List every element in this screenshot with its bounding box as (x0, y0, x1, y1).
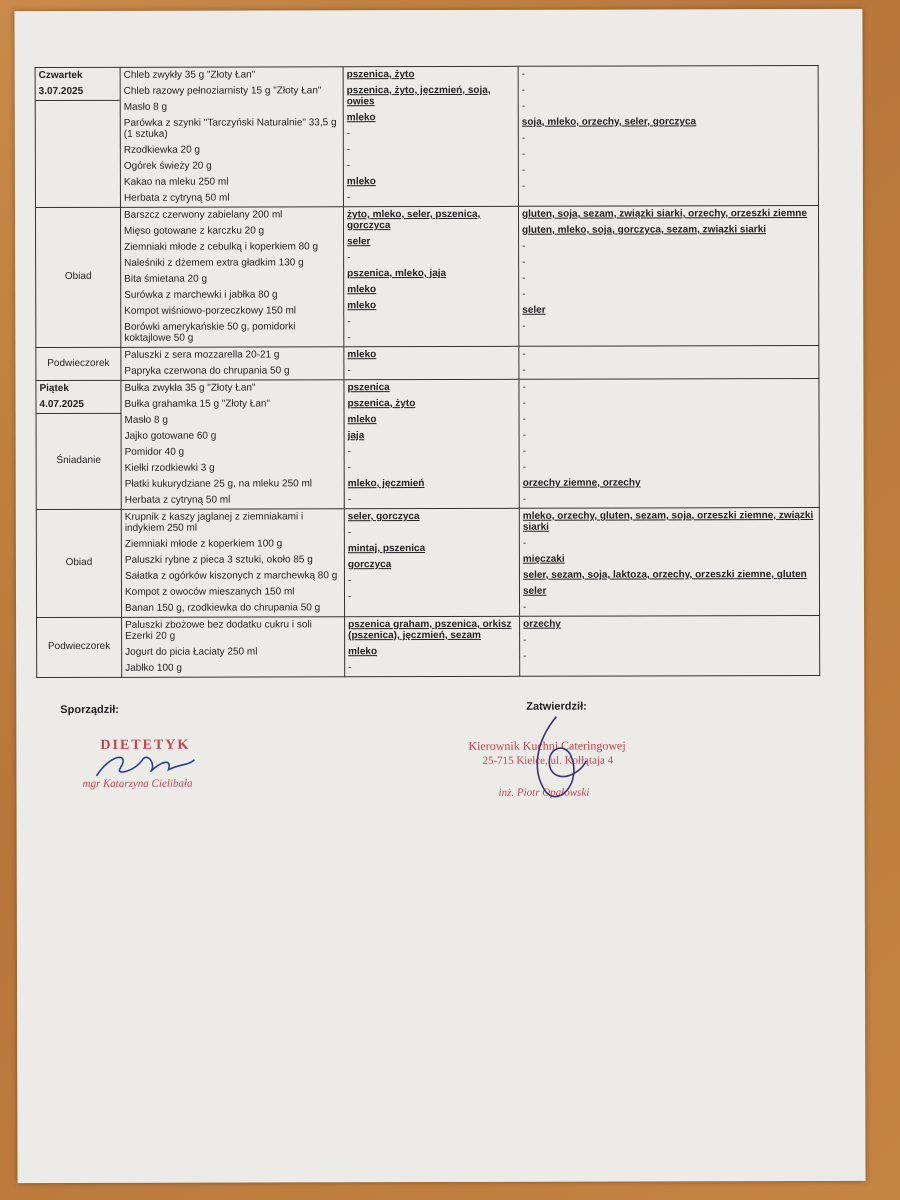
meal-row (37, 616, 820, 678)
dish-cell (121, 380, 344, 510)
allergen-text: pszenica, żyto (346, 69, 415, 81)
trace-text: - (522, 493, 527, 505)
allergen-text: pszenica, mleko, jaja (347, 267, 447, 280)
trace-text: - (522, 413, 526, 425)
dish-name: Mięso gotowane z karczku 20 g (124, 225, 265, 237)
allergen-text: mleko (346, 176, 376, 188)
allergen-text: gorczyca (347, 559, 392, 571)
meal-row (36, 379, 819, 510)
meal-label-cell (36, 347, 121, 380)
traces-cell (519, 508, 819, 617)
signature-section (16, 692, 864, 834)
trace-text: - (522, 537, 527, 549)
dish-name: Płatki kukurydziane 25 g, na mleku 250 ml (124, 478, 313, 490)
trace-text: - (522, 364, 526, 376)
trace-text: mięczaki (522, 553, 565, 565)
trace-text: orzechy (523, 618, 561, 630)
dish-cell (121, 509, 344, 618)
day-name: Piątek (39, 382, 69, 395)
meal-label-cell (35, 67, 120, 207)
meal-label-cell (37, 617, 122, 677)
dish-name: Paluszki rybne z pieca 3 sztuki, około 85 g (124, 554, 313, 566)
dish-name: Borówki amerykańskie 50 g, pomidorki koktajlowe 50 g (124, 321, 296, 344)
allergens-cell (344, 508, 519, 616)
dish-name: Krupnik z kaszy jaglanej z ziemniakami i indykiem 250 ml (124, 511, 304, 534)
kitchen-stamp-address: 25-715 Kielce, ul. Kołłątaja 4 (482, 754, 614, 768)
dish-name: Bułka grahamka 15 g "Złoty Łan" (124, 398, 271, 410)
dish-name: Herbata z cytryną 50 ml (123, 192, 230, 204)
trace-text: - (521, 164, 526, 176)
dish-name: Bita śmietana 20 g (124, 273, 208, 285)
dish-name: Chleb razowy pełnoziarnisty 15 g "Złoty Łan" (123, 85, 322, 97)
approved-by-label: Zatwierdził: (526, 700, 587, 713)
trace-text: - (522, 240, 526, 252)
allergen-text: - (347, 494, 352, 506)
meal-name: Podwieczorek (47, 640, 111, 653)
manager-signature (516, 711, 596, 807)
dish-name: Kompot wiśniowo-porzeczkowy 150 ml (124, 305, 297, 317)
dish-name: Parówka z szynki "Tarczyński Naturalnie" 33,5 g (1 sztuka) (123, 117, 337, 140)
allergen-text: pszenica (347, 382, 390, 394)
allergen-menu-table (35, 65, 821, 678)
dietitian-stamp: DIETETYK (100, 737, 191, 754)
allergens-cell (343, 66, 518, 206)
trace-text: - (521, 132, 526, 144)
allergen-text: - (346, 128, 351, 140)
dish-name: Chleb zwykły 35 g "Złoty Łan" (123, 69, 256, 81)
allergen-text: - (347, 446, 351, 458)
allergen-text: mleko (347, 284, 377, 296)
dish-name: Kakao na mleku 250 ml (123, 176, 229, 188)
traces-cell (518, 66, 818, 207)
dietitian-signature (90, 746, 200, 782)
meal-label-cell (36, 380, 121, 509)
trace-text: - (521, 148, 526, 160)
trace-text: - (522, 429, 526, 441)
meal-name: Podwieczorek (47, 357, 110, 369)
allergen-text: - (347, 575, 352, 587)
dish-name: Jajko gotowane 60 g (124, 430, 217, 442)
dish-cell (120, 207, 343, 348)
traces-cell (520, 616, 820, 677)
allergen-text: - (346, 160, 351, 172)
allergen-text: mleko (348, 646, 378, 658)
dish-name: Papryka czerwona do chrupania 50 g (124, 365, 290, 377)
allergen-text: - (346, 192, 351, 204)
dish-name: Barszcz czerwony zabielany 200 ml (123, 209, 283, 221)
trace-text: - (523, 601, 527, 613)
day-header (36, 68, 120, 101)
day-name: Czwartek (38, 69, 83, 82)
dish-name: Masło 8 g (123, 101, 168, 113)
allergen-text: - (346, 144, 351, 156)
allergen-text: - (347, 332, 351, 344)
dish-name: Sałatka z ogórków kiszonych z marchewką 80 g (124, 570, 338, 582)
dish-name: Ogórek świeży 20 g (123, 160, 212, 172)
trace-text: seler, sezam, soja, laktoza, orzechy, orzeszki ziemne, gluten (522, 569, 807, 581)
day-date: 3.07.2025 (38, 85, 84, 98)
meal-name: Śniadanie (56, 454, 101, 467)
trace-text: - (523, 650, 527, 662)
trace-text: - (522, 381, 526, 393)
allergen-text: mintaj, pszenica (347, 543, 426, 555)
allergen-text: - (347, 527, 352, 539)
trace-text: - (522, 461, 527, 473)
dish-name: Kompot z owoców mieszanych 150 ml (124, 586, 295, 598)
traces-cell (519, 346, 819, 380)
dish-name: Naleśniki z dżemem extra gładkim 130 g (124, 257, 304, 269)
meal-row (36, 346, 819, 381)
day-date: 4.07.2025 (39, 398, 85, 411)
allergens-cell (343, 206, 518, 346)
traces-cell (519, 379, 819, 509)
dish-cell (121, 347, 344, 381)
allergen-text: seler (347, 236, 371, 248)
dish-name: Banan 150 g, rzodkiewka do chrupania 50 g (125, 602, 321, 614)
document-page (14, 9, 865, 1183)
trace-text: - (522, 320, 526, 332)
trace-text: mleko, orzechy, gluten, sezam, soja, orzeszki ziemne, związki siarki (522, 510, 814, 533)
dish-name: Paluszki zbożowe bez dodatku cukru i soli Ezerki 20 g (125, 619, 312, 642)
trace-text: - (521, 68, 525, 80)
trace-text: gluten, mleko, soja, gorczyca, sezam, związki siarki (522, 224, 767, 236)
kitchen-stamp-title: Kierownik Kuchni Cateringowej (468, 738, 626, 754)
allergen-text: - (347, 316, 351, 328)
meal-label-cell (36, 509, 121, 617)
dish-name: Ziemniaki młode z cebulką i koperkiem 80 g (124, 241, 319, 253)
trace-text: - (522, 256, 526, 268)
meal-name: Obiad (64, 271, 92, 283)
dish-name: Kiełki rzodkiewki 3 g (124, 462, 215, 474)
allergens-cell (344, 379, 519, 508)
trace-text: - (522, 288, 526, 300)
trace-text: - (522, 348, 526, 360)
trace-text: seler (522, 304, 546, 316)
meal-row (36, 508, 819, 618)
dish-name: Herbata z cytryną 50 ml (124, 494, 231, 506)
allergen-text: pszenica graham, pszenica, orkisz (pszenica), jęczmień, sezam (348, 618, 512, 642)
trace-text: orzechy ziemne, orzechy (522, 477, 641, 489)
trace-text: - (522, 272, 526, 284)
meal-row (35, 66, 818, 208)
day-header (36, 381, 120, 414)
allergen-text: pszenica, żyto (347, 398, 416, 410)
trace-text: - (522, 397, 526, 409)
trace-text: gluten, soja, sezam, związki siarki, orzechy, orzeszki ziemne (521, 208, 807, 220)
dish-name: Surówka z marchewki i jabłka 80 g (124, 289, 278, 301)
trace-text: soja, mleko, orzechy, seler, gorczyca (521, 116, 697, 128)
allergen-text: mleko (346, 112, 376, 124)
allergen-text: - (347, 365, 351, 377)
meal-name: Obiad (65, 557, 93, 569)
trace-text: - (522, 445, 526, 457)
allergen-text: seler, gorczyca (347, 511, 420, 523)
trace-text: - (523, 634, 527, 646)
allergen-text: żyto, mleko, seler, pszenica, gorczyca (346, 208, 481, 232)
allergen-text: pszenica, żyto, jęczmień, soja, owies (346, 84, 491, 108)
dish-name: Pomidor 40 g (124, 446, 185, 458)
trace-text: - (521, 100, 526, 112)
dish-name: Jabłko 100 g (125, 662, 182, 674)
allergen-text: mleko (347, 349, 377, 361)
meal-label-cell (35, 207, 120, 347)
meal-row (35, 206, 818, 348)
prepared-by-label: Sporządził: (60, 703, 119, 717)
dish-cell (120, 67, 343, 208)
dish-name: Ziemniaki młode z koperkiem 100 g (124, 538, 283, 550)
dish-name: Masło 8 g (124, 414, 168, 426)
allergen-text: mleko (347, 300, 377, 312)
traces-cell (518, 206, 818, 347)
trace-text: - (521, 84, 526, 96)
dish-name: Rzodkiewka 20 g (123, 144, 201, 156)
trace-text: seler (522, 585, 547, 597)
trace-text: - (521, 180, 526, 192)
allergens-cell (345, 616, 520, 676)
allergen-text: - (347, 462, 352, 474)
allergens-cell (344, 346, 519, 379)
allergen-text: jaja (347, 430, 365, 442)
allergen-text: mleko (347, 414, 377, 426)
dish-name: Bułka zwykła 35 g "Złoty Łan" (124, 382, 256, 394)
allergen-text: - (347, 591, 352, 603)
allergen-text: mleko, jęczmień (347, 478, 425, 490)
dietitian-name: mgr Katarzyna Cielibała (82, 777, 193, 791)
allergen-text: - (348, 662, 352, 674)
dish-name: Paluszki z sera mozzarella 20-21 g (124, 349, 280, 361)
dish-name: Jogurt do picia Łaciaty 250 ml (125, 646, 258, 658)
kitchen-manager-name: inż. Piotr Opałowski (498, 786, 590, 800)
allergen-text: - (347, 252, 351, 264)
dish-cell (122, 617, 345, 678)
